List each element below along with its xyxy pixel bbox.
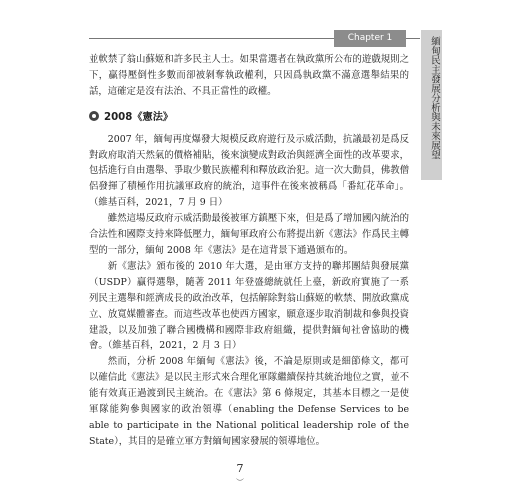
page-ornament: ︶ [236, 478, 244, 487]
section-heading [89, 110, 409, 126]
paragraph-4: 然而，分析 2008 年緬甸《憲法》後，不論是原則或是細節條文，都可以確信此《憲法》是以民主形式來合理化軍隊繼續保持其統治地位之實，並不能有效真正過渡到民主統治。在《憲法》第 6 條規定，其基本目標之一是使軍隊能夠參與國家的政治領導（enabling the Defense Services to be able to participate in the National political leadership role of the State），其目的是確立軍方對緬甸國家發展的領導地位。 [89, 356, 409, 447]
paragraph-2: 雖然這場反政府示威活動最後被軍方鎮壓下來，但是爲了增加國內統治的合法性和國際支持來降低壓力，緬甸軍政府公布將提出新《憲法》作爲民主轉型的一部分，緬甸 2008 年《憲法》是在這背景下通過頒布的。 [89, 213, 409, 256]
page-number: 7 [236, 462, 244, 475]
page-body [89, 52, 409, 450]
header-rule [89, 38, 334, 39]
section-heading-text: 2008《憲法》 [104, 111, 174, 123]
paragraph-3: 新《憲法》頒布後的 2010 年大選，是由軍方支持的聯邦團結與發展黨（USDP）贏得選舉，隨著 2011 年登盛總統就任上臺，新政府實施了一系列民主選舉和經濟成長的政治改革，包括解除對翁山蘇姬的軟禁、開放政黨成立、放寬媒體審查。而這些改革也使西方國家，願意逐步取消制裁和參與投資建設，以及加強了聯合國機構和國際非政府組織，提供對緬甸社會協助的機會。（維基百科，2021，2 月 3 日） [89, 260, 409, 352]
bullet-icon [89, 111, 99, 121]
paragraph-intro: 並軟禁了翁山蘇姬和許多民主人士。如果當選者在執政黨所公布的遊戲規則之下，贏得壓倒性多數而卻被剝奪執政權利，只因爲執政黨不滿意選舉結果的話，這確定是沒有法治、不具正當性的政權。 [89, 54, 409, 97]
header-rule-right [406, 38, 420, 39]
chapter-label: Chapter 1 [334, 30, 406, 47]
paragraph-1: 2007 年，緬甸再度爆發大規模反政府遊行及示威活動，抗議最初是爲反對政府取消天然氣的價格補貼，後來演變成對政治與經濟全面性的改革要求，包括進行自由選舉、爭取少數民族權利和釋放政治犯。這一次大動員，佛教僧侶發揮了積極作用抗議軍政府的統治，這事件在後來被稱爲「番紅花革命」。（維基百科，2021，7 月 9 日） [89, 133, 409, 209]
side-tab-text: 緬甸民主發展分析與未來展望 [429, 36, 440, 160]
